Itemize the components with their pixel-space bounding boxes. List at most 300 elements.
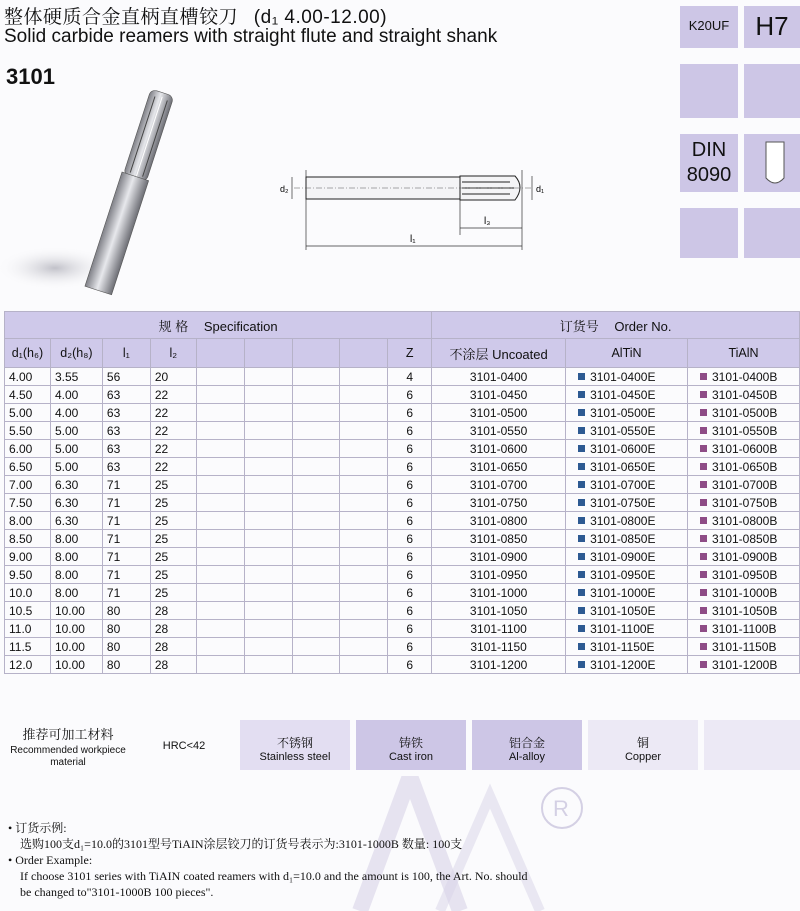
tip-shape-icon [744,134,800,192]
cell-text: 3101-1100B [711,621,777,636]
cell-text: 6 [406,387,414,402]
table-row [5,368,800,386]
cell-d2 [50,602,102,620]
cell-d1 [5,620,51,638]
cell-text: 22 [154,441,169,456]
note-en-line2: be changed to"3101-1000B 100 pieces". [20,885,214,899]
cell-text: 3101-0550 [469,423,528,438]
cell-text: 71 [106,567,121,582]
cell-text: 4.00 [54,405,79,420]
cell-unc [432,476,566,494]
material-alloy-en: Al-alloy [508,751,546,763]
cell-z [388,404,432,422]
cell-l2 [150,404,196,422]
cell-empty [292,422,340,440]
cell-empty [196,422,244,440]
material-stainless-en: Stainless steel [259,751,331,763]
cell-text: 3101-0600E [590,441,656,456]
cell-text: 3101-0450B [711,387,778,402]
cell-d2 [50,476,102,494]
cell-l2 [150,386,196,404]
cell-text: 7.00 [9,477,33,492]
cell-tialn [687,476,799,494]
cell-tialn [687,584,799,602]
cell-text: 8.00 [9,513,33,528]
cell-z [388,602,432,620]
cell-text: 6 [406,657,414,672]
cell-empty [244,620,292,638]
cell-z [388,512,432,530]
table-row [5,620,800,638]
cell-tialn [687,404,799,422]
cell-text: 6 [406,549,414,564]
standard-label [680,138,738,188]
registered-mark: R [553,796,569,821]
cell-text: 3101-0950 [469,567,528,582]
table-row [5,656,800,674]
cell-text: 22 [154,423,169,438]
cell-text: 6 [406,639,414,654]
material-stainless-cn: 不锈钢 [276,736,313,750]
cell-text: 3101-0900 [469,549,528,564]
col-header: d₁(h₆) [5,339,51,368]
cell-text: 11.0 [9,621,32,636]
cell-text: 3101-1150 [470,639,527,654]
cell-text: 25 [154,495,169,510]
cell-text: 63 [106,405,121,420]
altin-marker-icon [578,499,585,506]
cell-text: 3101-0700 [469,477,528,492]
table-row [5,584,800,602]
cell-d1 [5,494,51,512]
cell-text: 5.00 [54,423,79,438]
cell-text: 63 [106,441,121,456]
cell-text: 3101-0500B [711,405,778,420]
cell-text: 3101-0500E [590,405,656,420]
cell-text: 4.50 [9,387,33,402]
cell-altin [566,386,688,404]
cell-l2 [150,566,196,584]
cell-text: 6.30 [54,513,79,528]
cell-l2 [150,584,196,602]
cell-unc [432,422,566,440]
cell-d1 [5,512,51,530]
tialn-marker-icon [700,445,707,452]
grade-box [680,6,738,48]
cell-l2 [150,368,196,386]
cell-empty [292,584,340,602]
cell-z [388,656,432,674]
cell-altin [566,458,688,476]
table-row [5,548,800,566]
cell-text: 3101-0850E [590,531,656,546]
cell-d1 [5,638,51,656]
cell-altin [566,404,688,422]
tialn-marker-icon [700,589,707,596]
cell-empty [340,440,388,458]
cell-l1 [102,656,150,674]
cell-empty [244,638,292,656]
cell-unc [432,602,566,620]
table-row [5,512,800,530]
cell-text: 3101-0800 [469,513,528,528]
cell-d1 [5,584,51,602]
cell-d1 [5,656,51,674]
cell-empty [292,602,340,620]
cell-text: 6 [406,567,414,582]
material-copper-en: Copper [624,751,662,763]
cell-text: 3101-0850 [469,531,528,546]
cell-text: 4.00 [9,369,33,384]
cell-empty [196,440,244,458]
cell-text: 25 [154,477,169,492]
cell-text: 3101-1000 [469,585,528,600]
cell-text: 5.50 [9,423,33,438]
cell-empty [196,548,244,566]
altin-marker-icon [578,481,585,488]
cell-text: 3101-0400 [469,369,528,384]
cell-empty [196,494,244,512]
cell-d2 [50,494,102,512]
d2-label: d₂ [280,184,289,194]
cell-altin [566,602,688,620]
cell-text: 3101-0550B [711,423,778,438]
technical-drawing [270,160,560,260]
cell-l1 [102,602,150,620]
title-english: Solid carbide reamers with straight flute and straight shank [4,26,498,47]
cell-empty [292,566,340,584]
material-copper [588,720,698,770]
cell-altin [566,440,688,458]
cell-l1 [102,494,150,512]
cell-tialn [687,512,799,530]
cell-tialn [687,602,799,620]
table-row [5,440,800,458]
d1-label: d₁ [536,184,545,194]
cell-empty [292,512,340,530]
cell-empty [196,368,244,386]
tialn-marker-icon [700,625,707,632]
cell-text: 3101-0400B [711,369,778,384]
cell-l2 [150,602,196,620]
cell-d2 [50,440,102,458]
cell-text: 3101-0750B [711,495,778,510]
cell-d2 [50,404,102,422]
cell-text: 8.00 [54,549,79,564]
l3-label: l₃ [484,216,491,227]
altin-marker-icon [578,607,585,614]
cell-empty [340,368,388,386]
cell-text: 3101-1150E [590,639,655,654]
cell-altin [566,494,688,512]
cell-l2 [150,476,196,494]
spec-header-cn: 规 格 [158,318,189,334]
cell-altin [566,584,688,602]
cell-unc [432,584,566,602]
cell-text: 3101-1050 [469,603,528,618]
cell-text: 12.0 [9,657,33,672]
cell-text: 8.00 [54,567,79,582]
cell-d2 [50,656,102,674]
cell-unc [432,512,566,530]
cell-d1 [5,548,51,566]
deco-square [744,64,800,118]
cell-text: 25 [154,567,169,582]
cell-empty [292,386,340,404]
cell-text: 3101-0500 [469,405,528,420]
altin-marker-icon [578,571,585,578]
cell-empty [244,656,292,674]
cell-altin [566,566,688,584]
cell-text: 56 [106,369,121,384]
col-header-empty [244,339,292,368]
tialn-marker-icon [700,463,707,470]
cell-text: 3101-1200 [469,657,528,672]
cell-text: 80 [106,657,121,672]
cell-tialn [687,368,799,386]
reamer-photo [0,68,200,308]
cell-empty [340,620,388,638]
tialn-marker-icon [700,409,707,416]
cell-tialn [687,440,799,458]
cell-empty [244,368,292,386]
note-en-line1: If choose 3101 series with TiAIN coated reamers with d₁=10.0 and the amount is 100, the Art. No. should [20,869,528,883]
cell-empty [340,548,388,566]
cell-unc [432,620,566,638]
table-row [5,476,800,494]
cell-d1 [5,530,51,548]
cell-l2 [150,440,196,458]
cell-empty [292,458,340,476]
materials-label [4,724,132,769]
cell-text: 3101-0800B [711,513,778,528]
cell-l1 [102,440,150,458]
cell-tialn [687,638,799,656]
altin-marker-icon [578,661,585,668]
cell-text: 3101-0950B [711,567,778,582]
cell-empty [244,494,292,512]
tialn-marker-icon [700,499,707,506]
cell-text: 3101-1200E [590,657,656,672]
cell-text: 10.5 [9,603,33,618]
cell-z [388,440,432,458]
altin-marker-icon [578,409,585,416]
cell-d2 [50,422,102,440]
cell-text: 3101-0600B [711,441,778,456]
cell-unc [432,368,566,386]
cell-text: 3101-1200B [711,657,778,672]
cell-text: 25 [154,513,169,528]
order-header-cn: 订货号 [559,318,599,334]
cell-text: 3101-0650 [469,459,528,474]
cell-text: 22 [154,387,169,402]
cell-text: 5.00 [9,405,33,420]
cell-d2 [50,386,102,404]
cell-tialn [687,494,799,512]
cell-l2 [150,620,196,638]
altin-marker-icon [578,517,585,524]
col-header: AlTiN [566,339,688,368]
cell-text: 3101-0900B [711,549,778,564]
cell-text: 4.00 [54,387,79,402]
cell-z [388,584,432,602]
cell-text: 5.00 [54,441,79,456]
cell-empty [340,476,388,494]
deco-square [680,64,738,118]
cell-empty [244,476,292,494]
cell-z [388,386,432,404]
cell-empty [292,638,340,656]
table-row [5,494,800,512]
cell-empty [196,386,244,404]
cell-text: 3101-0900E [590,549,656,564]
material-alloy [472,720,582,770]
cell-empty [244,440,292,458]
cell-empty [244,530,292,548]
cell-empty [292,656,340,674]
cell-empty [196,566,244,584]
cell-l1 [102,422,150,440]
cell-text: 3101-1000B [711,585,778,600]
cell-d1 [5,440,51,458]
cell-text: 9.00 [9,549,33,564]
model-number: 3101 [6,64,55,89]
cell-text: 10.00 [54,639,85,654]
cell-text: 28 [154,657,169,672]
cell-d2 [50,368,102,386]
cell-empty [244,512,292,530]
cell-tialn [687,530,799,548]
cell-d2 [50,620,102,638]
cell-empty [292,620,340,638]
cell-altin [566,656,688,674]
tialn-marker-icon [700,643,707,650]
deco-square [744,208,800,258]
cell-empty [244,422,292,440]
cell-empty [244,566,292,584]
cell-z [388,548,432,566]
cell-text: 4 [406,369,414,384]
cell-z [388,368,432,386]
cell-text: 3.55 [54,369,79,384]
cell-text: 10.00 [54,621,85,636]
cell-text: 22 [154,459,169,474]
note-cn-head: • 订货示例: [8,821,67,835]
cell-empty [292,548,340,566]
cell-text: 3101-0650B [711,459,778,474]
cell-tialn [687,548,799,566]
material-castiron-en: Cast iron [388,751,434,763]
tolerance-box [744,6,800,48]
l1-label: l₁ [410,234,416,245]
col-header: l₂ [150,339,196,368]
cell-text: 8.50 [9,531,33,546]
cell-text: 80 [106,621,121,636]
tialn-marker-icon [700,535,707,542]
standard-line-2: 8090 [686,164,732,186]
cell-unc [432,386,566,404]
cell-text: 6 [406,495,414,510]
cell-unc [432,440,566,458]
cell-l1 [102,638,150,656]
spec-table-body [5,368,800,674]
table-row [5,602,800,620]
cell-text: 3101-1050E [590,603,656,618]
cell-text: 25 [154,585,169,600]
cell-empty [196,620,244,638]
materials-label-cn: 推荐可加工材料 [22,727,114,742]
cell-l1 [102,458,150,476]
cell-empty [244,584,292,602]
material-castiron [356,720,466,770]
cell-empty [340,656,388,674]
col-header: TiAlN [687,339,799,368]
tialn-marker-icon [700,391,707,398]
altin-marker-icon [578,643,585,650]
cell-empty [196,638,244,656]
title-cn-text: 整体硬质合金直柄直槽铰刀 [4,7,239,28]
note-cn-body: 选购100支d₁=10.0的3101型号TiAIN涂层铰刀的订货号表示为:3101-1000B 数量: 100支 [20,837,463,851]
cell-empty [292,368,340,386]
cell-l1 [102,386,150,404]
material-copper-cn: 铜 [636,736,649,750]
col-header: Z [388,339,432,368]
cell-l1 [102,476,150,494]
cell-text: 71 [106,585,121,600]
cell-text: 6.50 [9,459,33,474]
cell-tialn [687,656,799,674]
col-header-empty [340,339,388,368]
cell-empty [340,404,388,422]
cell-empty [340,530,388,548]
cell-unc [432,530,566,548]
cell-text: 28 [154,621,169,636]
altin-marker-icon [578,535,585,542]
altin-marker-icon [578,391,585,398]
cell-altin [566,548,688,566]
cell-text: 20 [154,369,169,384]
note-en-head: • Order Example: [8,853,93,867]
cell-d1 [5,566,51,584]
material-hrc [132,720,236,770]
cell-l2 [150,548,196,566]
material-stainless [240,720,350,770]
cell-text: 80 [106,603,121,618]
cell-text: 3101-0400E [590,369,656,384]
cell-empty [244,458,292,476]
altin-marker-icon [578,625,585,632]
cell-text: 3101-0850B [711,531,778,546]
cell-empty [340,458,388,476]
cell-l2 [150,512,196,530]
cell-tialn [687,620,799,638]
cell-l1 [102,368,150,386]
cell-text: 3101-0450 [469,387,528,402]
cell-text: 7.50 [9,495,33,510]
col-header: l₁ [102,339,150,368]
cell-text: 3101-0450E [590,387,656,402]
cell-unc [432,656,566,674]
cell-unc [432,548,566,566]
cell-empty [340,512,388,530]
cell-empty [292,530,340,548]
cell-d2 [50,566,102,584]
cell-empty [196,512,244,530]
table-row [5,530,800,548]
cell-empty [340,638,388,656]
cell-text: 71 [106,549,121,564]
cell-d1 [5,404,51,422]
